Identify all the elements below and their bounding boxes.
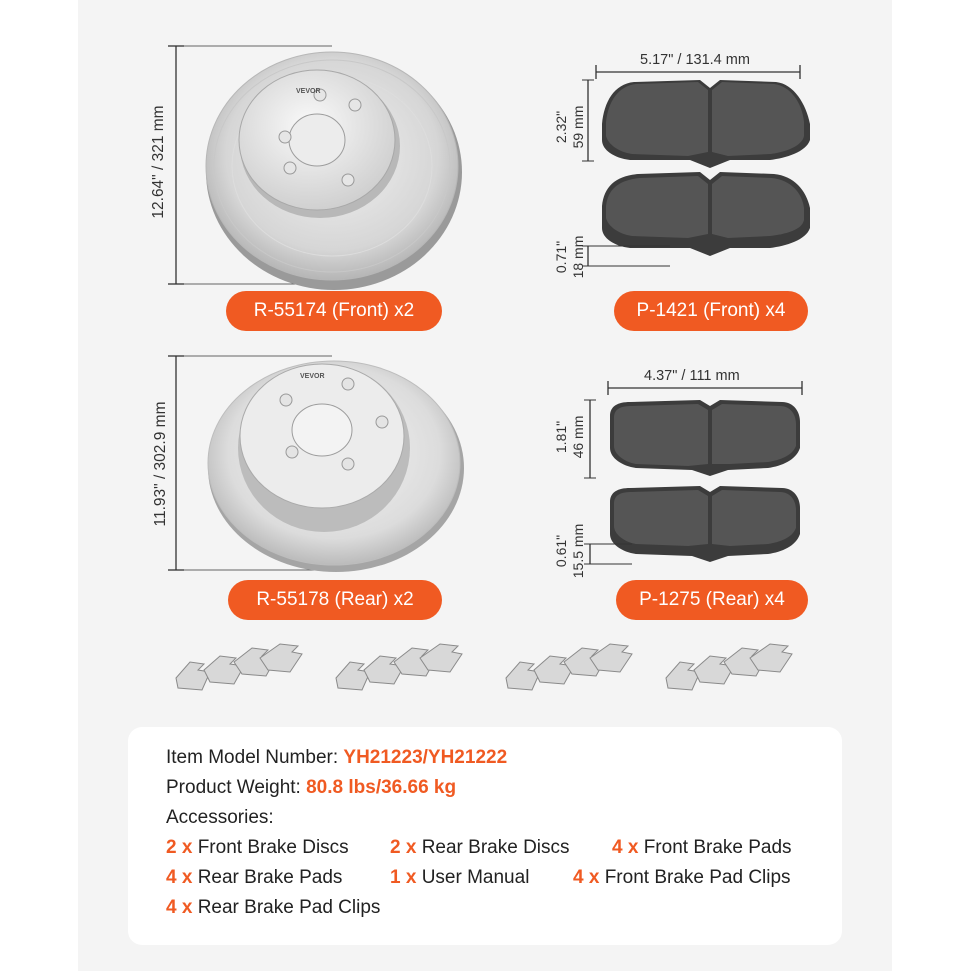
accessory-item: [166, 837, 349, 859]
front-pads-thick-mm: 18 mm: [570, 235, 586, 279]
model-number-label: Item Model Number:: [166, 747, 339, 768]
rear-pads-height-in: 1.81": [553, 420, 569, 454]
accessory-item: [390, 837, 570, 859]
rear-pads-thickness: [553, 507, 587, 595]
brand-logo: VEVOR: [296, 88, 321, 95]
front-pads-height-in: 2.32": [553, 110, 569, 144]
accessory-name: Front Brake Discs: [197, 837, 349, 858]
accessory-item: [166, 897, 380, 919]
rear-pads-height-mm: 46 mm: [570, 415, 586, 459]
front-pads-image: [580, 60, 820, 275]
front-pads-height-mm: 59 mm: [570, 105, 586, 149]
front-rotor-dimension: 12.64" / 321 mm: [150, 105, 167, 219]
accessory-qty: 4 x: [166, 897, 193, 918]
accessory-item: [612, 837, 792, 859]
rear-pads-width: 4.37" / 111 mm: [644, 368, 740, 384]
front-rotor-image: [160, 40, 490, 300]
accessory-qty: 1 x: [390, 867, 417, 888]
weight-label: Product Weight:: [166, 777, 301, 798]
accessory-name: User Manual: [421, 867, 530, 888]
pad-clips-image: [160, 640, 830, 700]
accessory-item: [573, 867, 791, 889]
accessory-item: [390, 867, 529, 889]
accessory-qty: 2 x: [166, 837, 193, 858]
accessory-qty: 2 x: [390, 837, 417, 858]
accessory-item: [166, 867, 342, 889]
front-rotor-label: R-55174 (Front) x2: [226, 291, 442, 331]
rear-pads-thick-in: 0.61": [553, 534, 569, 568]
rear-pads-thick-mm: 15.5 mm: [570, 523, 586, 579]
accessory-qty: 4 x: [573, 867, 600, 888]
accessory-name: Front Brake Pad Clips: [604, 867, 791, 888]
rear-pads-image: [582, 378, 807, 573]
front-pads-height: [553, 87, 587, 167]
specs-panel: [128, 727, 842, 945]
model-number-value: YH21223/YH21222: [343, 747, 508, 768]
front-pads-thickness: [553, 217, 587, 297]
accessory-qty: 4 x: [612, 837, 639, 858]
brand-logo: VEVOR: [300, 373, 325, 380]
rear-rotor-label: R-55178 (Rear) x2: [228, 580, 442, 620]
rear-pads-label: P-1275 (Rear) x4: [616, 580, 808, 620]
rear-pads-height: [553, 397, 587, 477]
weight-value: 80.8 lbs/36.66 kg: [306, 777, 457, 798]
accessory-qty: 4 x: [166, 867, 193, 888]
rear-rotor-image: [160, 348, 490, 578]
front-pads-label: P-1421 (Front) x4: [614, 291, 808, 331]
accessory-name: Rear Brake Pad Clips: [197, 897, 381, 918]
rear-rotor-dimension: 11.93" / 302.9 mm: [152, 401, 169, 527]
accessory-name: Rear Brake Discs: [421, 837, 570, 858]
front-pads-width: 5.17" / 131.4 mm: [640, 52, 750, 68]
front-pads-thick-in: 0.71": [553, 240, 569, 274]
accessory-name: Rear Brake Pads: [197, 867, 343, 888]
accessories-heading: Accessories:: [166, 807, 274, 828]
weight-row: [166, 777, 456, 799]
accessory-name: Front Brake Pads: [643, 837, 792, 858]
model-number-row: [166, 747, 507, 769]
